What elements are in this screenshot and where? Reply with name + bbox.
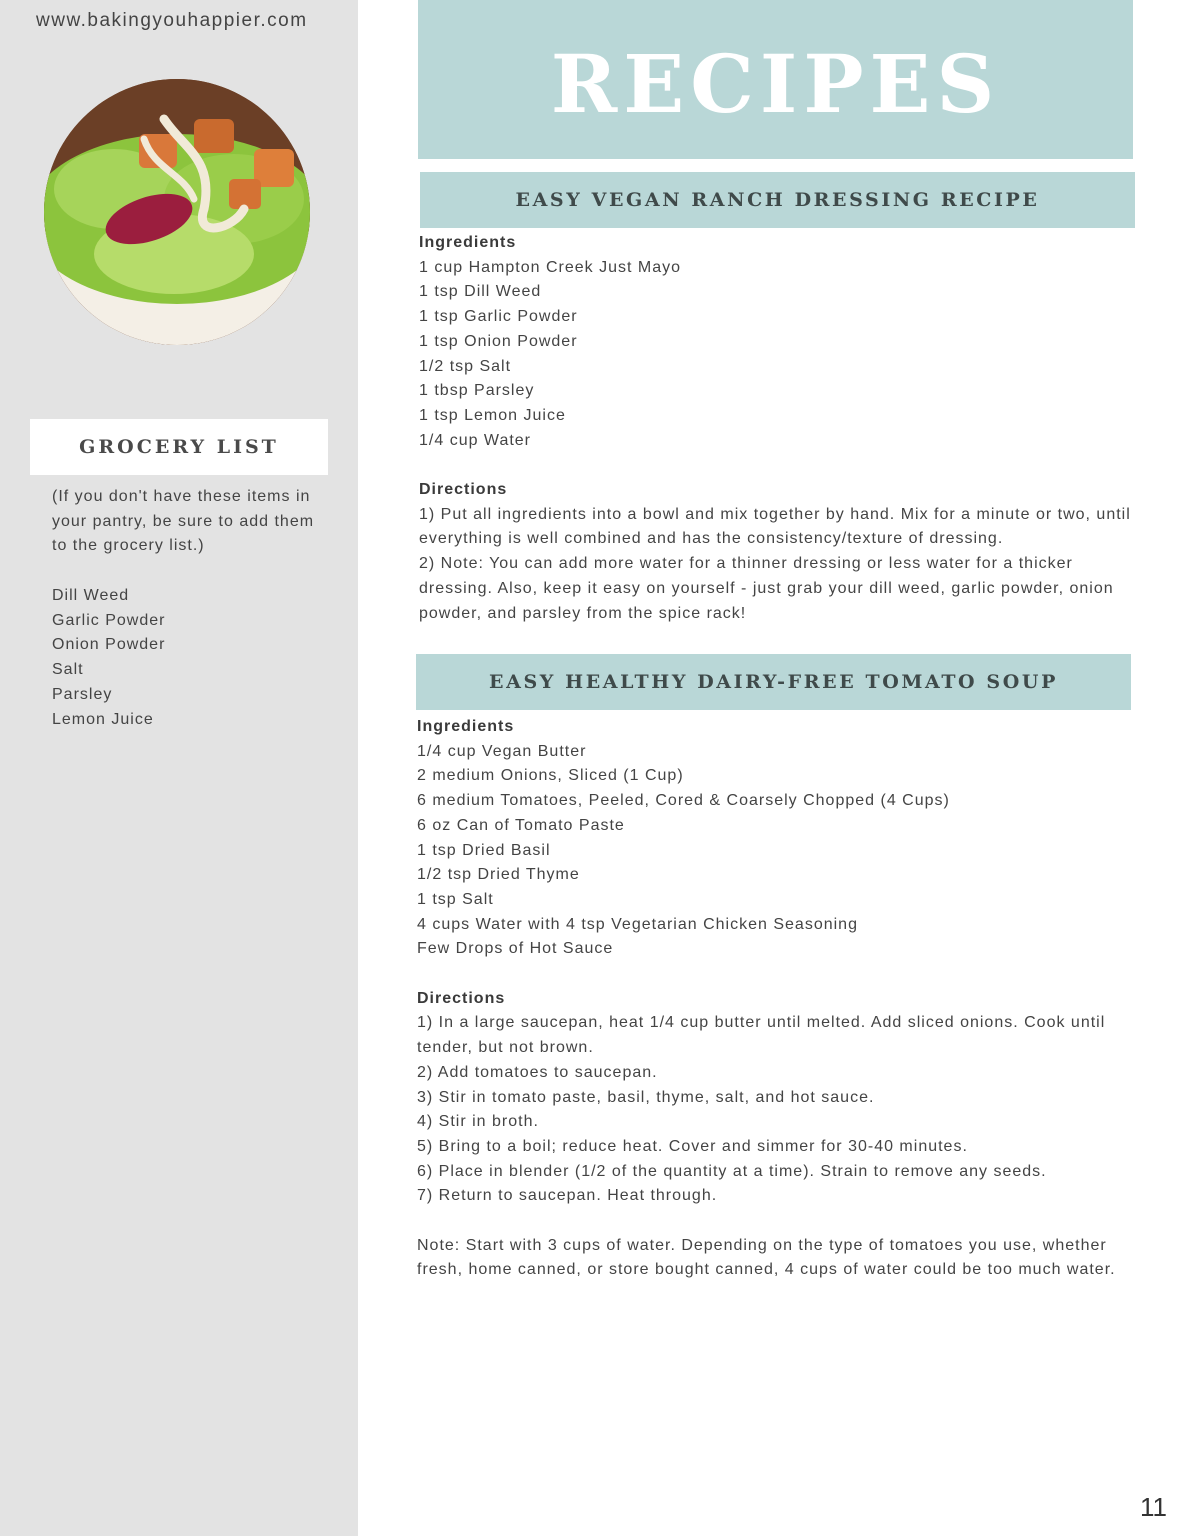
sidebar: [0, 0, 358, 1536]
direction-step: 2) Note: You can add more water for a thinner dressing or less water for a thicker dressing. Also, keep it easy on yourself - just grab your dill weed, garlic powder, onion powder, and parsley from the spice rack!: [419, 555, 1114, 622]
recipe-title: EASY VEGAN RANCH DRESSING RECIPE: [515, 189, 1040, 211]
ingredient: 1 tsp Dried Basil: [417, 841, 551, 859]
banner-title: RECIPES: [550, 36, 1001, 131]
ingredients-label: Ingredients: [417, 718, 515, 735]
ingredient: 1/4 cup Water: [419, 431, 532, 449]
direction-step: 4) Stir in broth.: [417, 1113, 539, 1131]
ingredients-list: [419, 256, 1134, 454]
recipes-banner: [418, 0, 1133, 159]
ingredient: 1 tsp Lemon Juice: [419, 406, 566, 424]
ingredient: 6 medium Tomatoes, Peeled, Cored & Coarsely Chopped (4 Cups): [417, 792, 950, 810]
ingredient: 1/2 tsp Dried Thyme: [417, 866, 580, 884]
grocery-list-title: GROCERY LIST: [79, 436, 279, 458]
directions-label: Directions: [417, 989, 506, 1007]
ingredient: 1/2 tsp Salt: [419, 357, 512, 375]
grocery-item: Lemon Juice: [52, 710, 154, 728]
direction-step: 1) In a large saucepan, heat 1/4 cup butter until melted. Add sliced onions. Cook until tender, but not brown.: [417, 1014, 1106, 1057]
recipe-note: Note: Start with 3 cups of water. Depending on the type of tomatoes you use, whether fresh, home canned, or store bought canned, 4 cups of water could be too much water.: [417, 1236, 1116, 1279]
grocery-item: Salt: [52, 661, 84, 679]
page-number: 11: [1140, 1492, 1167, 1522]
grocery-note: (If you don't have these items in your pantry, be sure to add them to the grocery list.): [52, 488, 315, 555]
recipe-header-tomato-soup: [416, 654, 1131, 710]
direction-step: 7) Return to saucepan. Heat through.: [417, 1187, 718, 1205]
salad-illustration: [44, 79, 310, 345]
recipe-body-ranch: [419, 231, 1134, 626]
ingredients-list: [417, 740, 1132, 962]
grocery-item: Onion Powder: [52, 636, 166, 654]
ingredient: Few Drops of Hot Sauce: [417, 940, 614, 958]
grocery-item: Parsley: [52, 685, 113, 703]
ingredient: 1 tsp Dill Weed: [419, 283, 542, 301]
ingredients-label: Ingredients: [419, 234, 517, 251]
grocery-item: Garlic Powder: [52, 611, 166, 629]
site-url[interactable]: www.bakingyouhappier.com: [36, 10, 308, 31]
ingredient: 2 medium Onions, Sliced (1 Cup): [417, 767, 684, 785]
ingredient: 1 tsp Salt: [417, 890, 494, 908]
directions-label: Directions: [419, 481, 508, 499]
recipe-header-ranch: [420, 172, 1135, 228]
ingredient: 1/4 cup Vegan Butter: [417, 742, 587, 760]
direction-step: 3) Stir in tomato paste, basil, thyme, salt, and hot sauce.: [417, 1088, 875, 1106]
ingredient: 1 tbsp Parsley: [419, 382, 535, 400]
ingredient: 4 cups Water with 4 tsp Vegetarian Chicken Seasoning: [417, 915, 858, 933]
grocery-item: Dill Weed: [52, 587, 130, 604]
grocery-items: [52, 584, 165, 732]
direction-step: 5) Bring to a boil; reduce heat. Cover and simmer for 30-40 minutes.: [417, 1137, 968, 1155]
direction-step: 1) Put all ingredients into a bowl and mix together by hand. Mix for a minute or two, until everything is well combined and has the consistency/texture of dressing.: [419, 505, 1131, 548]
ingredient: 1 cup Hampton Creek Just Mayo: [419, 258, 681, 276]
recipe-title: EASY HEALTHY DAIRY-FREE TOMATO SOUP: [489, 671, 1058, 693]
ingredient: 1 tsp Garlic Powder: [419, 308, 578, 326]
direction-step: 6) Place in blender (1/2 of the quantity at a time). Strain to remove any seeds.: [417, 1162, 1047, 1180]
ingredient: 1 tsp Onion Powder: [419, 332, 578, 350]
grocery-list-header: [30, 419, 328, 475]
direction-step: 2) Add tomatoes to saucepan.: [417, 1063, 658, 1081]
salad-photo: [44, 79, 310, 345]
recipe-body-tomato-soup: [417, 715, 1132, 1283]
ingredient: 6 oz Can of Tomato Paste: [417, 816, 625, 834]
